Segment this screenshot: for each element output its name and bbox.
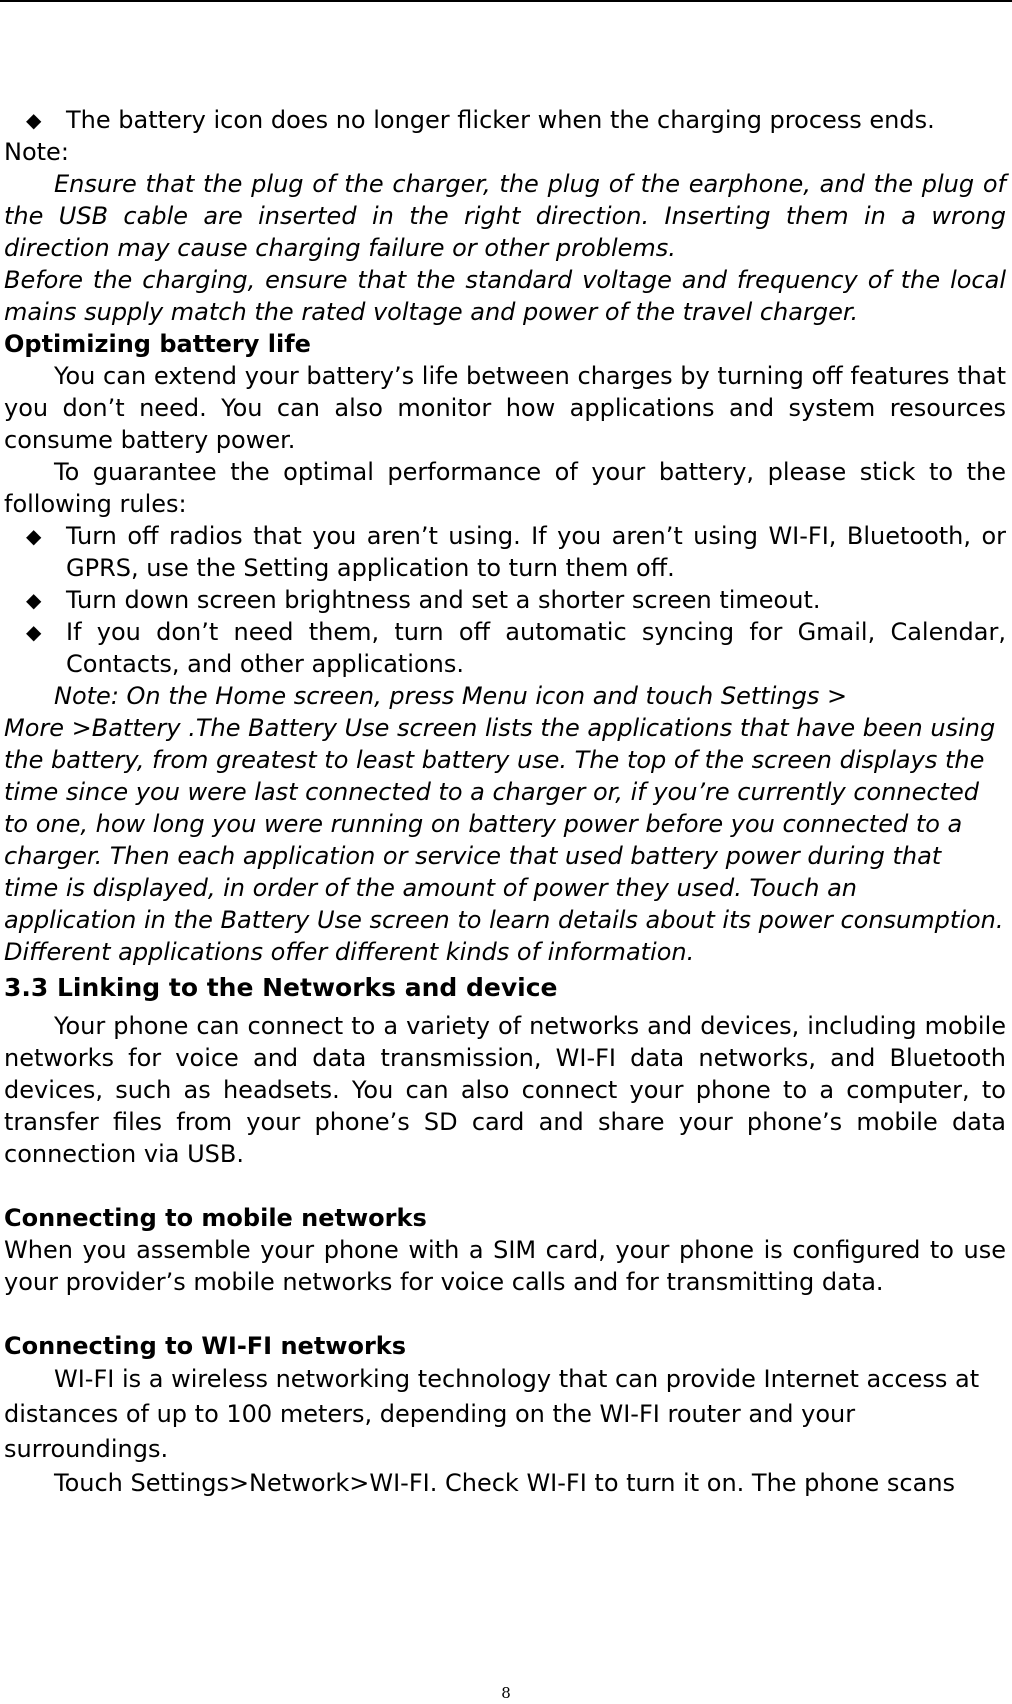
rule-item (4, 616, 1006, 680)
note-battery-use-line: time since you were last connected to a charger or, if you’re currently connected (4, 778, 979, 806)
heading-mobile-networks: Connecting to mobile networks (4, 1204, 427, 1232)
diamond-bullet-icon: ◆ (26, 108, 42, 132)
page-number: 8 (501, 1684, 511, 1702)
note-battery-use-line: Different applications offer different kinds of information. (4, 938, 695, 966)
note-paragraph-plugs: Ensure that the plug of the charger, the plug of the earphone, and the plug of the USB cable are inserted in the right direction. Inserting them in a wrong direction may cause charging failure or other problems. (4, 170, 1006, 262)
wifi-paragraph-line: WI-FI is a wireless networking technology that can provide Internet access at (54, 1365, 980, 1393)
paragraph-extend-battery: You can extend your battery’s life between charges by turning off features that you don’t need. You can also monitor how applications and system resources consume battery power. (4, 362, 1006, 454)
bullet-item (4, 104, 1006, 136)
wifi-paragraph-line: distances of up to 100 meters, depending on the WI-FI router and your (4, 1400, 856, 1428)
wifi-paragraph-line: surroundings. (4, 1435, 169, 1463)
heading-wifi-networks: Connecting to WI-FI networks (4, 1332, 407, 1360)
spacer (4, 1298, 1006, 1330)
top-rule (0, 0, 1012, 2)
paragraph-linking-networks: Your phone can connect to a variety of networks and devices, including mobile networks for voice and data transmission, WI-FI data networks, and Bluetooth devices, such as headsets. You can also connect your phone to a computer, to transfer files from your phone’s SD card and share your phone’s mobile data connection via USB. (4, 1012, 1006, 1168)
note-battery-use-line: time is displayed, in order of the amount of power they used. Touch an (4, 874, 857, 902)
diamond-bullet-icon: ◆ (26, 588, 42, 612)
note-battery-use-line: More >Battery .The Battery Use screen lists the applications that have been using (4, 714, 996, 742)
heading-linking-networks: 3.3 Linking to the Networks and device (4, 973, 558, 1002)
manual-page (4, 104, 1006, 1499)
paragraph-guarantee-performance: To guarantee the optimal performance of your battery, please stick to the following rules: (4, 458, 1006, 518)
note-paragraph-voltage: Before the charging, ensure that the standard voltage and frequency of the local mains supply match the rated voltage and power of the travel charger. (4, 266, 1006, 326)
rule-text: If you don’t need them, turn off automatic syncing for Gmail, Calendar, Contacts, and other applications. (66, 618, 1006, 678)
spacer (4, 1170, 1006, 1202)
diamond-bullet-icon: ◆ (26, 620, 42, 644)
paragraph-mobile-networks: When you assemble your phone with a SIM card, your phone is configured to use your provider’s mobile networks for voice calls and for transmitting data. (4, 1236, 1006, 1296)
rule-text: Turn down screen brightness and set a shorter screen timeout. (66, 586, 821, 614)
paragraph-wifi-settings: Touch Settings>Network>WI-FI. Check WI-FI to turn it on. The phone scans (54, 1469, 956, 1497)
diamond-bullet-icon: ◆ (26, 524, 42, 548)
rule-item (4, 584, 1006, 616)
note-battery-use-line: charger. Then each application or service that used battery power during that (4, 842, 942, 870)
note-label: Note: (4, 138, 69, 166)
heading-optimizing-battery-life: Optimizing battery life (4, 330, 311, 358)
note-battery-use-line: application in the Battery Use screen to learn details about its power consumption. (4, 906, 1004, 934)
note-settings-line: Note: On the Home screen, press Menu icon and touch Settings > (54, 682, 848, 710)
note-battery-use-line: to one, how long you were running on battery power before you connected to a (4, 810, 963, 838)
note-battery-use-line: the battery, from greatest to least battery use. The top of the screen displays the (4, 746, 985, 774)
bullet-text: The battery icon does no longer flicker when the charging process ends. (66, 106, 935, 134)
rule-text: Turn off radios that you aren’t using. If you aren’t using WI-FI, Bluetooth, or GPRS, use the Setting application to turn them off. (66, 522, 1006, 582)
rules-list (4, 520, 1006, 680)
rule-item (4, 520, 1006, 584)
